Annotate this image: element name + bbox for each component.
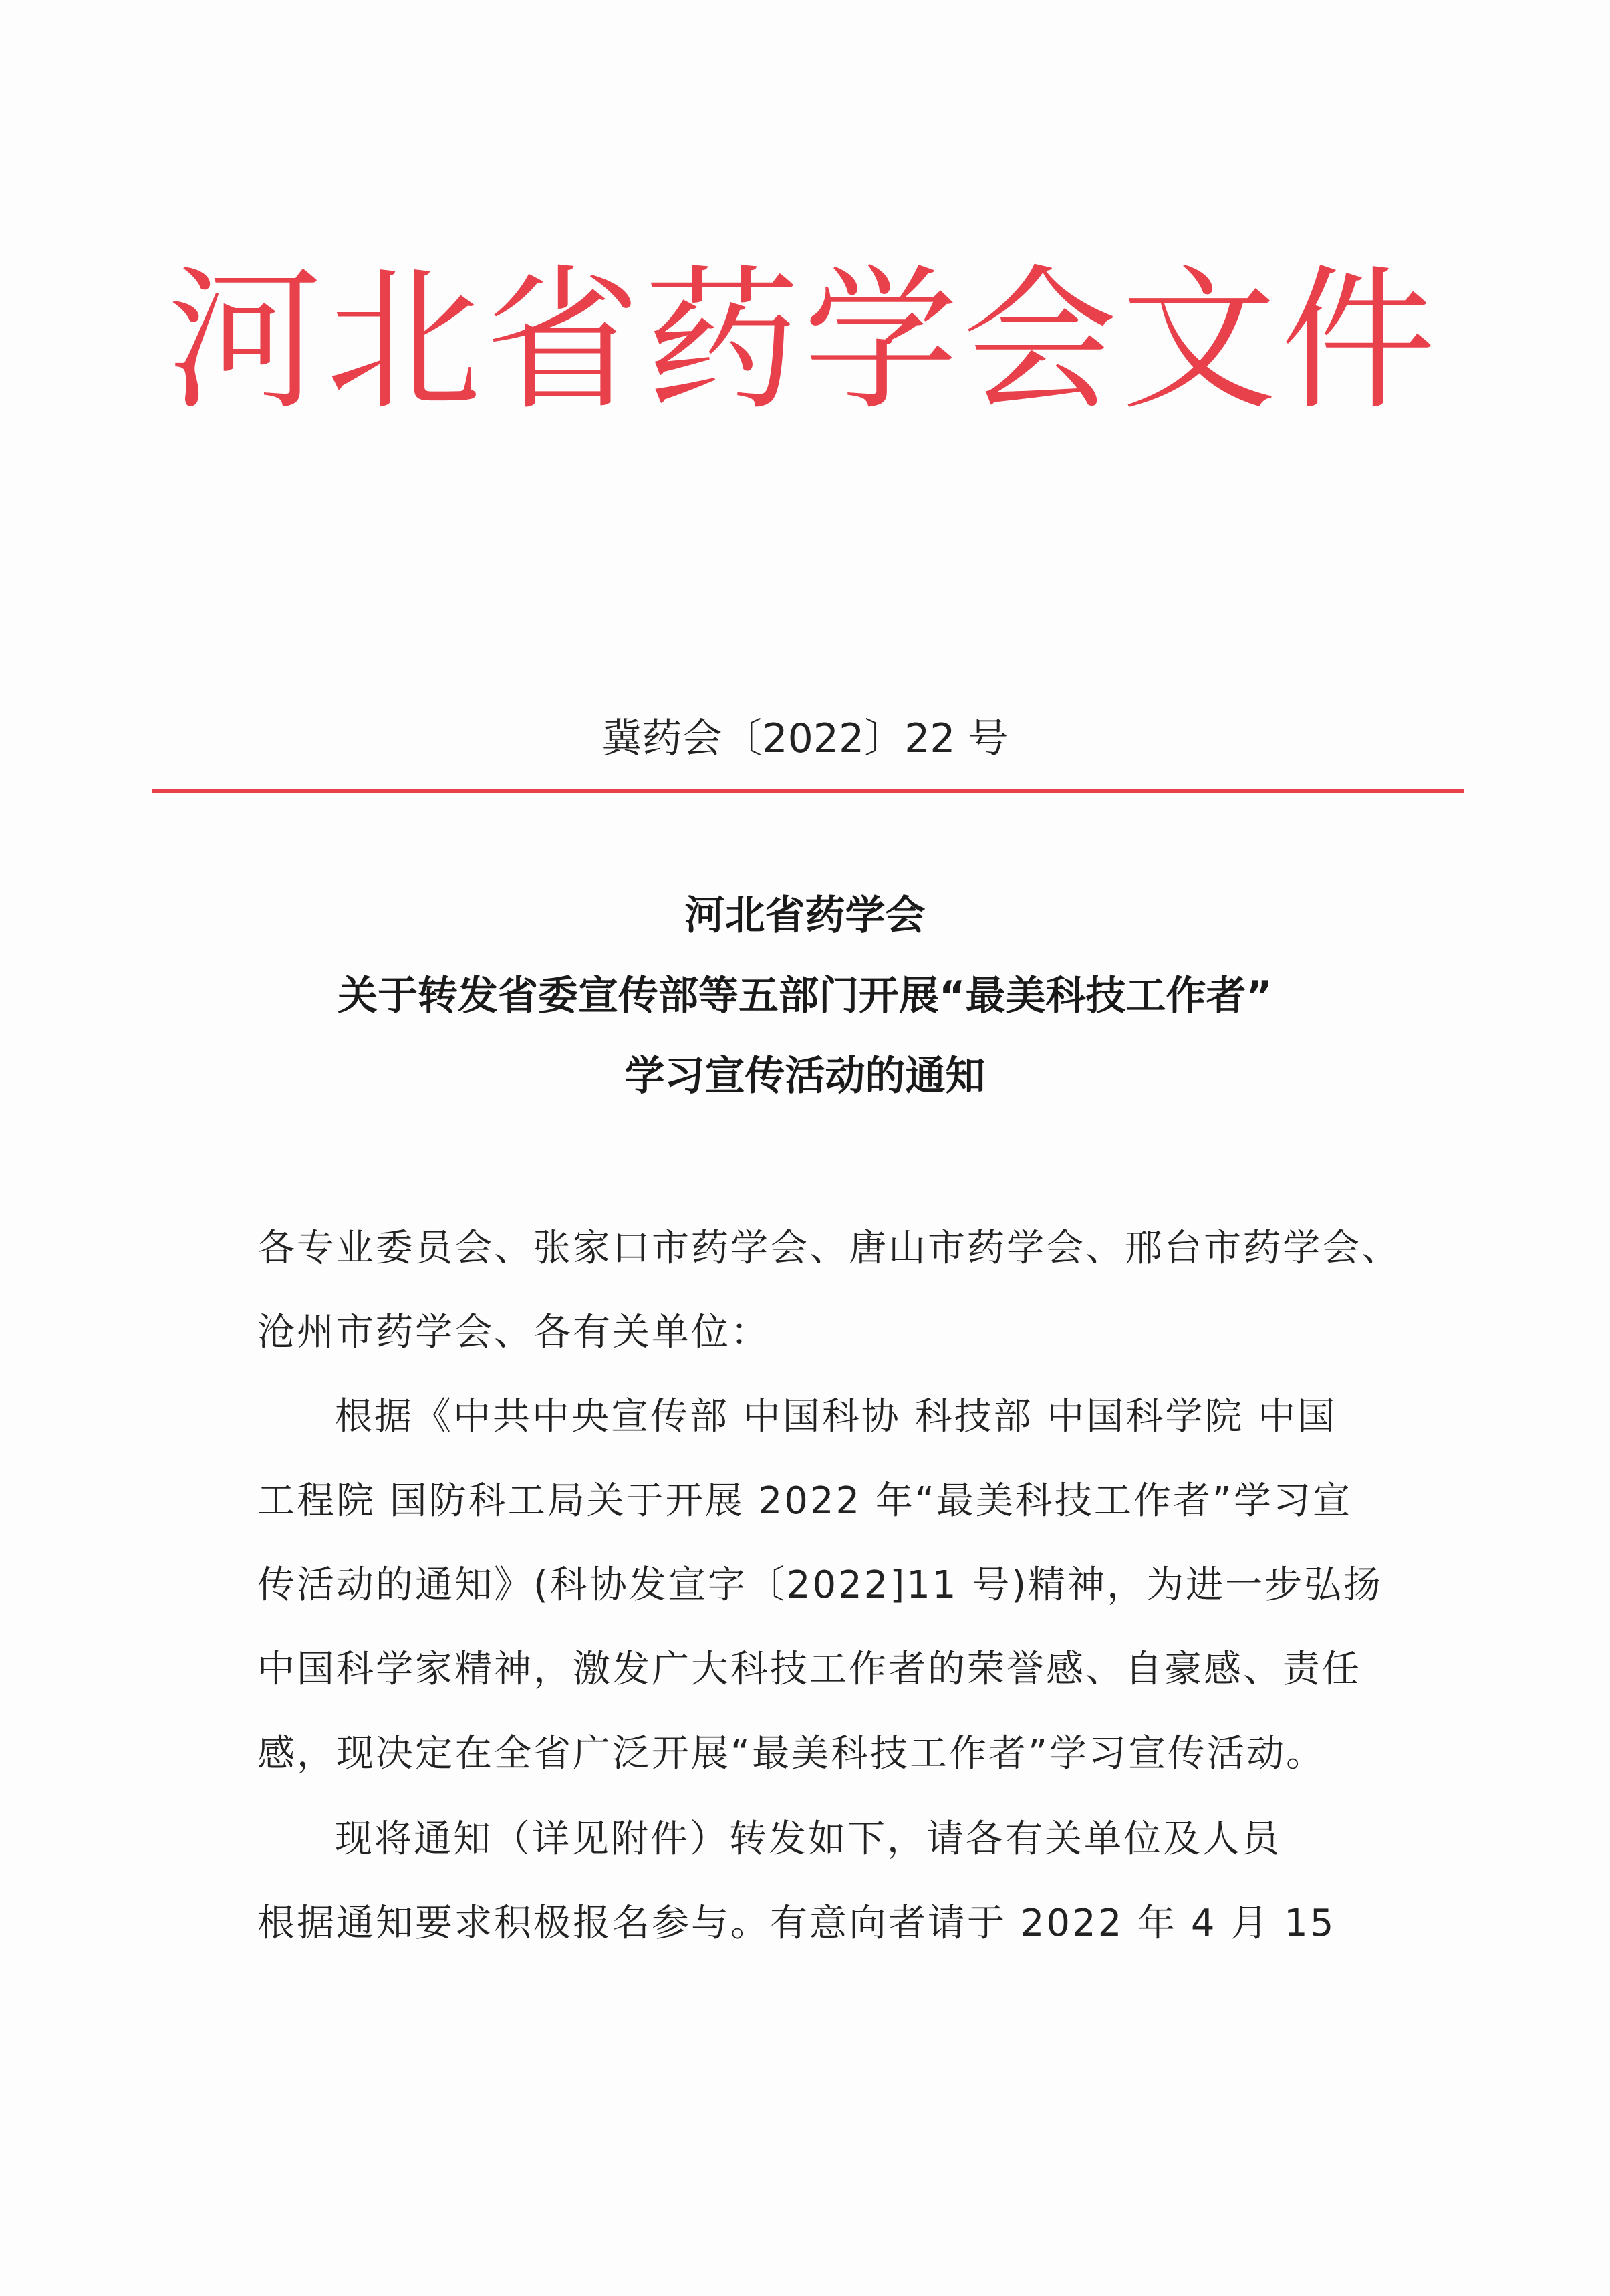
red-divider-rule bbox=[152, 789, 1464, 793]
paragraph-1-line-4: 中国科学家精神，激发广大科技工作者的荣誉感、自豪感、责任 bbox=[257, 1648, 1361, 1691]
paragraph-1-line-3: 传活动的通知》(科协发宣字〔2022]11 号)精神，为进一步弘扬 bbox=[257, 1563, 1383, 1607]
paragraph-2-line-1: 现将通知（详见附件）转发如下，请各有关单位及人员 bbox=[335, 1817, 1281, 1861]
paragraph-2-line-2: 根据通知要求积极报名参与。有意向者请于 2022 年 4 月 15 bbox=[257, 1902, 1336, 1945]
title-line-3: 学习宣传活动的通知 bbox=[624, 1053, 986, 1100]
notice-title bbox=[0, 876, 1610, 1116]
masthead-title: 河北省药学会文件 bbox=[167, 251, 1440, 431]
paragraph-1-line-5: 感，现决定在全省广泛开展“最美科技工作者”学习宣传活动。 bbox=[257, 1732, 1326, 1775]
title-line-1: 河北省药学会 bbox=[684, 892, 926, 939]
document-number: 冀药会〔2022〕22 号 bbox=[601, 715, 1009, 762]
notice-body bbox=[257, 1206, 1401, 1966]
addressee-line-1: 各专业委员会、张家口市药学会、唐山市药学会、邢台市药学会、 bbox=[257, 1227, 1401, 1270]
paragraph-1-line-2: 工程院 国防科工局关于开展 2022 年“最美科技工作者”学习宣 bbox=[257, 1479, 1352, 1523]
title-line-2: 关于转发省委宣传部等五部门开展“最美科技工作者” bbox=[338, 973, 1272, 1019]
paragraph-1-line-1: 根据《中共中央宣传部 中国科协 科技部 中国科学院 中国 bbox=[335, 1395, 1337, 1438]
addressee-line-2: 沧州市药学会、各有关单位： bbox=[257, 1311, 770, 1354]
